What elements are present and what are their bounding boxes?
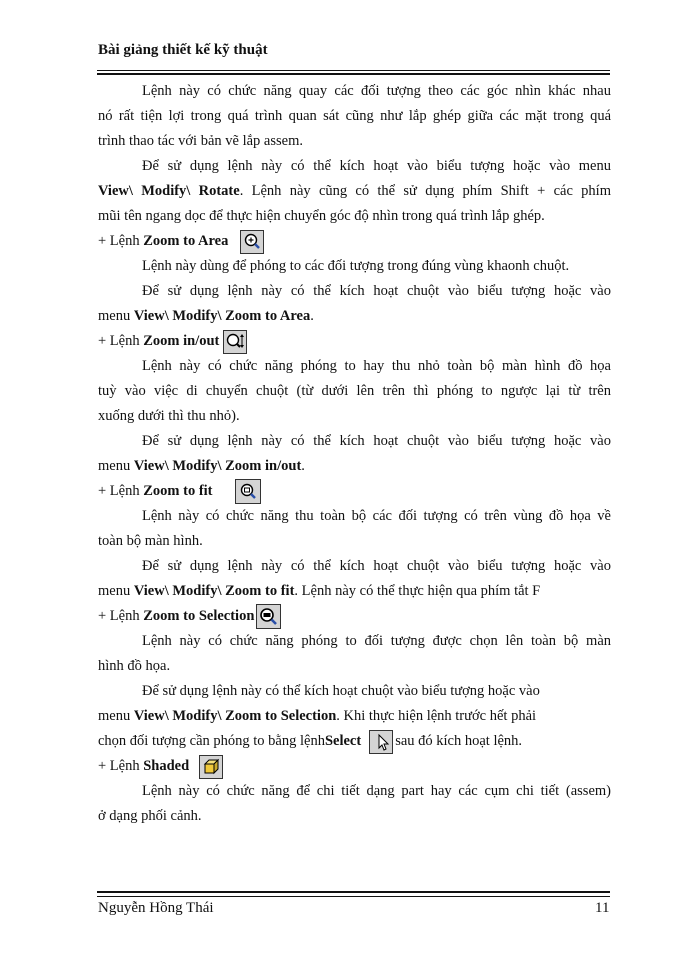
menu-path: View\ Modify\ Zoom to fit (133, 583, 295, 599)
shaded-heading: + Lệnh Shaded (98, 754, 611, 779)
zoom-inout-heading: + Lệnh Zoom in/out (98, 329, 611, 354)
page-header: Bài giảng thiết kế kỹ thuật (98, 42, 268, 58)
page-content: Lệnh này có chức năng quay các đối tượng theo các góc nhìn khác nhau nó rất tiện lợi trong quá trình quan sát cũng như lắp ghép giữa các mặt trong quá trình thao tác với bản vẽ lắp assem. Để sử dụng lệnh này có thể kích hoạt vào biểu tượng hoặc vào menu View\ Modify\ Rotate. Lệnh này cũng có thể sử dụng phím Shift + các phím mũi tên ngang dọc để thực hiện chuyển góc độ nhìn trong quá trình lắp ghép. + Lệnh Zoom to Area Lệnh này dùng để phóng to các đối tượng trong đúng vùng khaonh chuột. Để sử dụng lệnh này có thể kích hoạt chuột vào biểu tượng hoặc vào menu View\ Modify\ Zoom to Area. + Lệnh Zoom in/out Lệnh này có chức năng phóng to hay thu nhỏ toàn bộ màn hình đồ họa tuỳ vào việc di chuyển chuột (từ dưới lên trên thì phóng to ngược lại từ trên xuống dưới thì thu nhỏ). Để sử dụng lệnh này có thể kích hoạt chuột vào biểu tượng hoặc vào menu View\ Modify\ Zoom in/out. + Lệnh Zoom to fit Lệnh này có chức năng thu toàn bộ các đối tượng có trên vùng đồ họa về toàn bộ màn hình. Để sử dụng lệnh này có thể kích hoạt chuột vào biểu tượng hoặc vào menu View\ Modify\ Zoom to fit. Lệnh này có thể thực hiện qua phím tắt F + Lệnh Zoom to Selection Lệnh này có chức năng phóng to đối tượng được chọn lên toàn bộ màn hình đồ họa. Để sử dụng lệnh này có thể kích hoạt chuột vào biểu tượng hoặc vào menu View\ Modify\ Zoom to Selection. Khi thực hiện lệnh trước hết phải chọn đối tượng cần phóng to bằng lệnh Select sau đó kích hoạt lệnh. + Lệnh Shaded Lệnh này có chức năng để chi tiết dạng part hay các cụm chi tiết (assem) ở dạng phối cảnh. (98, 79, 611, 829)
header-rule-thick (97, 73, 610, 75)
rotate-paragraph-1: Lệnh này có chức năng quay các đối tượng theo các góc nhìn khác nhau nó rất tiện lợi trong quá trình quan sát cũng như lắp ghép giữa các mặt trong quá trình thao tác với bản vẽ lắp assem. (98, 83, 611, 149)
zoom-inout-icon (223, 330, 247, 354)
zoom-selection-icon (256, 604, 281, 629)
footer-author: Nguyễn Hồng Thái (98, 900, 214, 916)
zoom-to-selection-heading: + Lệnh Zoom to Selection (98, 604, 611, 629)
zoom-to-area-heading: + Lệnh Zoom to Area (98, 229, 611, 254)
menu-path: View\ Modify\ Zoom in/out (133, 458, 302, 474)
footer-rule (97, 896, 610, 897)
select-arrow-icon (369, 730, 393, 754)
menu-path: View\ Modify\ Zoom to Selection (133, 708, 337, 724)
zoom-area-icon (240, 230, 264, 254)
footer-rule-thick (97, 891, 610, 893)
page-number: 11 (595, 900, 610, 916)
header-rule (97, 70, 610, 71)
zoom-fit-icon (235, 479, 261, 504)
menu-path: View\ Modify\ Zoom to Area (133, 308, 311, 324)
rotate-paragraph-2: Để sử dụng lệnh này có thể kích hoạt vào biểu tượng hoặc vào menu View\ Modify\ Rotate. Lệnh này cũng có thể sử dụng phím Shift + các phím mũi tên ngang dọc để thực hiện chuyển góc độ nhìn trong quá trình lắp ghép. (98, 158, 611, 224)
shaded-cube-icon (199, 755, 223, 779)
zoom-to-fit-heading: + Lệnh Zoom to fit (98, 479, 611, 504)
menu-path: View\ Modify\ Rotate (98, 183, 240, 199)
